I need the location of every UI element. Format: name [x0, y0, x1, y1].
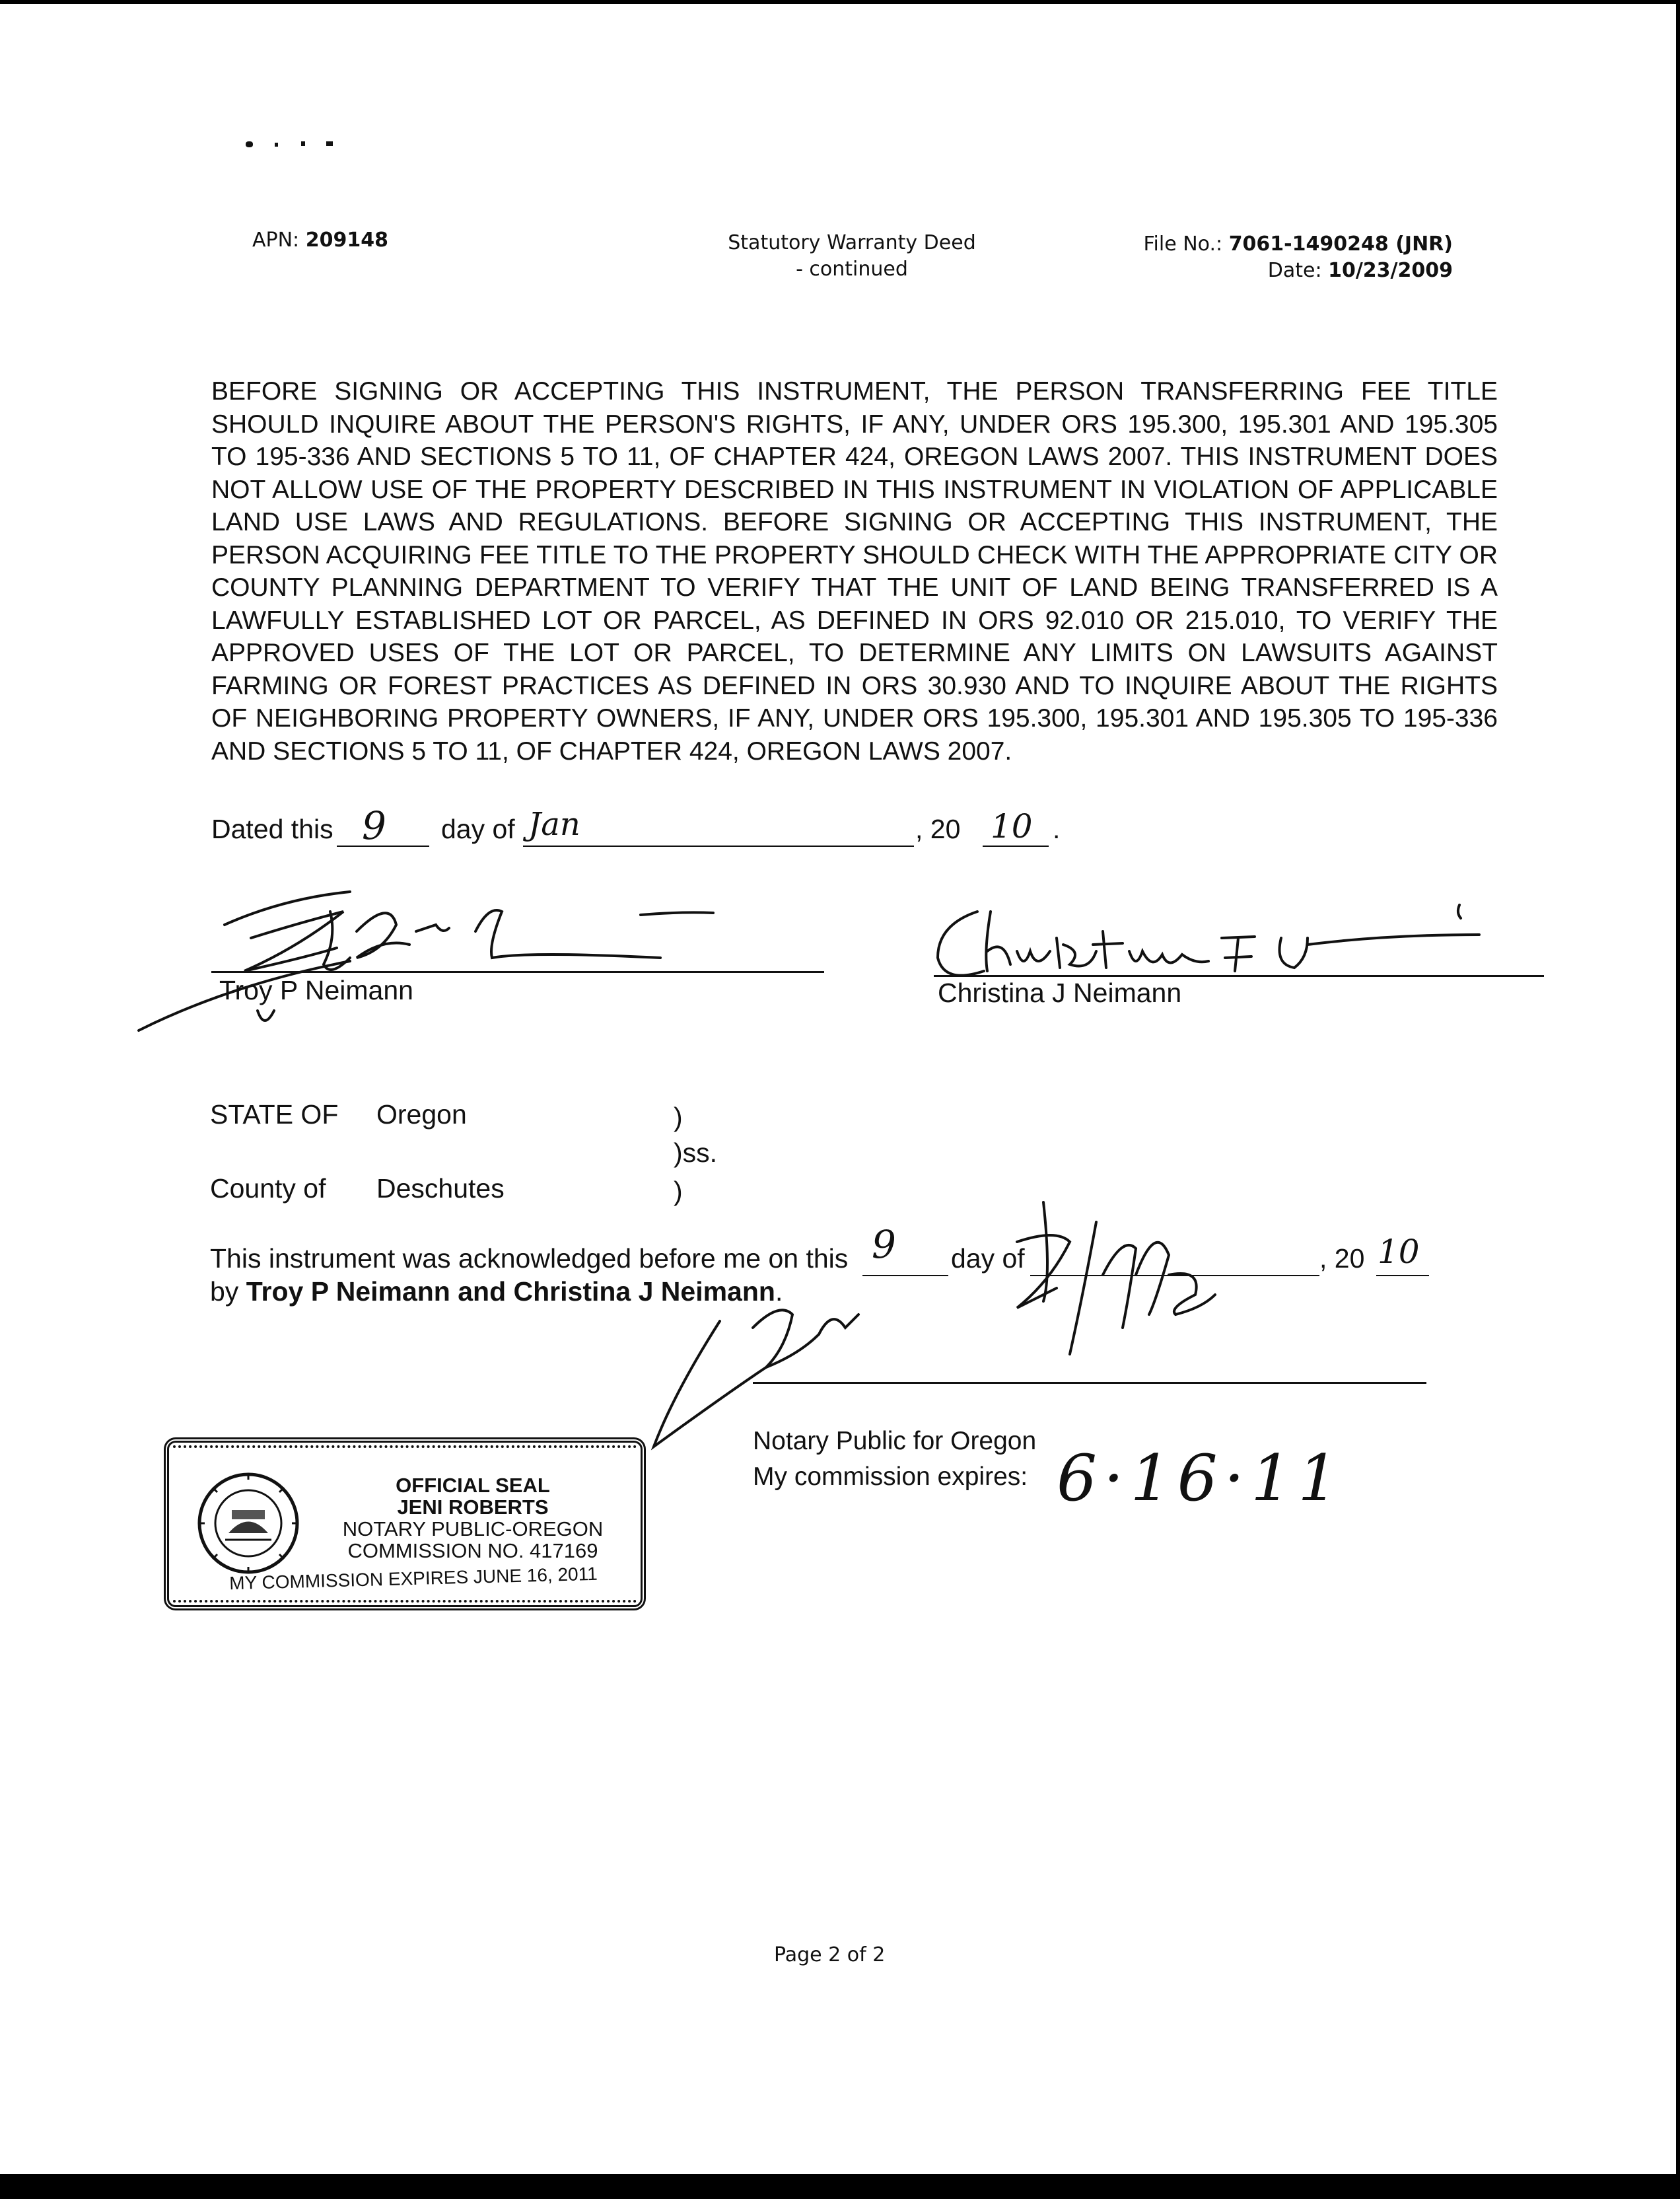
file-label: File No.:	[1143, 233, 1223, 256]
seal-border-pattern	[173, 1445, 637, 1455]
document-subtitle: - continued	[796, 258, 908, 281]
date-value: 10/23/2009	[1328, 259, 1453, 282]
dated-year-handwritten: 10	[991, 807, 1033, 846]
oregon-state-seal-emblem	[195, 1470, 301, 1576]
dated-day-of: day of	[441, 814, 515, 844]
dated-month-line	[523, 846, 914, 847]
state-label: STATE OF	[210, 1099, 339, 1130]
seal-line-expires: MY COMMISSION EXPIRES JUNE 16, 2011	[228, 1563, 598, 1594]
ack-year-handwritten: 10	[1378, 1233, 1420, 1271]
dated-day-handwritten: 9	[362, 803, 386, 848]
dated-year-line	[983, 846, 1049, 847]
document-title-block	[687, 230, 1017, 283]
doc-date	[1057, 258, 1453, 284]
apn-field	[252, 227, 388, 254]
seal-text-block	[308, 1474, 638, 1562]
dated-year-prefix: , 20	[915, 814, 961, 844]
scan-specks	[246, 140, 338, 149]
ack-by-period: .	[775, 1276, 783, 1307]
ack-by-prefix: by	[210, 1276, 239, 1307]
ack-prefix: This instrument was acknowledged before me on this	[210, 1243, 849, 1274]
county-value: Deschutes	[376, 1173, 505, 1204]
dated-period: .	[1053, 814, 1061, 844]
apn-label: APN:	[252, 229, 300, 252]
scan-edge-bottom	[0, 2174, 1680, 2199]
seal-line-commission: COMMISSION NO. 417169	[347, 1539, 598, 1562]
seal-line-official: OFFICIAL SEAL	[396, 1474, 550, 1497]
signer-name-troy: Troy P Neimann	[219, 975, 413, 1005]
ack-by-names: Troy P Neimann and Christina J Neimann	[246, 1276, 775, 1307]
ack-day-of: day of	[951, 1243, 1025, 1274]
date-label: Date:	[1267, 259, 1322, 282]
file-value: 7061-1490248 (JNR)	[1228, 233, 1453, 256]
signature-troy-neimann	[132, 885, 740, 1044]
document-title: Statutory Warranty Deed	[728, 231, 976, 254]
venue-ss: )ss.	[674, 1137, 718, 1168]
ack-day-handwritten: 9	[872, 1222, 896, 1267]
statutory-disclaimer-paragraph: BEFORE SIGNING OR ACCEPTING THIS INSTRUMENT, THE PERSON TRANSFERRING FEE TITLE SHOULD INQUIRE ABOUT THE PERSON'S RIGHTS, IF ANY, UNDER ORS 195.300, 195.301 AND 195.305 TO 195-336 AND SECTIONS 5 TO 11, OF CHAPTER 424, OREGON LAWS 2007. THIS INSTRUMENT DOES NOT ALLOW USE OF THE PROPERTY DESCRIBED IN THIS INSTRUMENT IN VIOLATION OF APPLICABLE LAND USE LAWS AND REGULATIONS. BEFORE SIGNING OR ACCEPTING THIS INSTRUMENT, THE PERSON ACQUIRING FEE TITLE TO THE PROPERTY SHOULD CHECK WITH THE APPROPRIATE CITY OR COUNTY PLANNING DEPARTMENT TO VERIFY THAT THE UNIT OF LAND BEING TRANSFERRED IS A LAWFULLY ESTABLISHED LOT OR PARCEL, AS DEFINED IN ORS 92.010 OR 215.010, TO VERIFY THE APPROVED USES OF THE LOT OR PARCEL, TO DETERMINE ANY LIMITS ON LAWSUITS AGAINST FARMING OR FOREST PRACTICES AS DEFINED IN ORS 30.930 AND TO INQUIRE ABOUT THE RIGHTS OF NEIGHBORING PROPERTY OWNERS, IF ANY, UNDER ORS 195.300, 195.301 AND 195.305 TO 195-336 AND SECTIONS 5 TO 11, OF CHAPTER 424, OREGON LAWS 2007.	[211, 377, 1498, 766]
file-number	[1057, 231, 1453, 258]
dated-month-handwritten: Jan	[528, 806, 580, 843]
county-label: County of	[210, 1173, 326, 1204]
notary-title: Notary Public for Oregon	[753, 1427, 1037, 1455]
page-number: Page 2 of 2	[774, 1943, 886, 1966]
dated-prefix: Dated this	[211, 814, 333, 844]
apn-value: 209148	[305, 229, 388, 252]
signer-name-christina: Christina J Neimann	[938, 978, 1182, 1008]
state-value: Oregon	[376, 1099, 467, 1130]
venue-paren-2: )	[674, 1176, 683, 1206]
notary-signature-line	[753, 1382, 1426, 1384]
ack-year-line	[1376, 1275, 1429, 1276]
scan-edge-top	[0, 0, 1680, 4]
official-seal-stamp	[164, 1437, 646, 1610]
seal-line-notary: NOTARY PUBLIC-OREGON	[342, 1517, 604, 1540]
signature-christina-neimann	[925, 898, 1519, 997]
seal-border-pattern-bottom	[173, 1593, 637, 1603]
notary-commission-label: My commission expires:	[753, 1462, 1028, 1491]
scan-edge-right	[1676, 0, 1680, 2199]
notary-commission-handwritten: 6·16·11	[1057, 1441, 1345, 1515]
file-info-block	[1057, 231, 1453, 284]
venue-paren-1: )	[674, 1102, 683, 1132]
ack-year-prefix: , 20	[1319, 1243, 1365, 1274]
seal-line-name: JENI ROBERTS	[397, 1496, 549, 1519]
